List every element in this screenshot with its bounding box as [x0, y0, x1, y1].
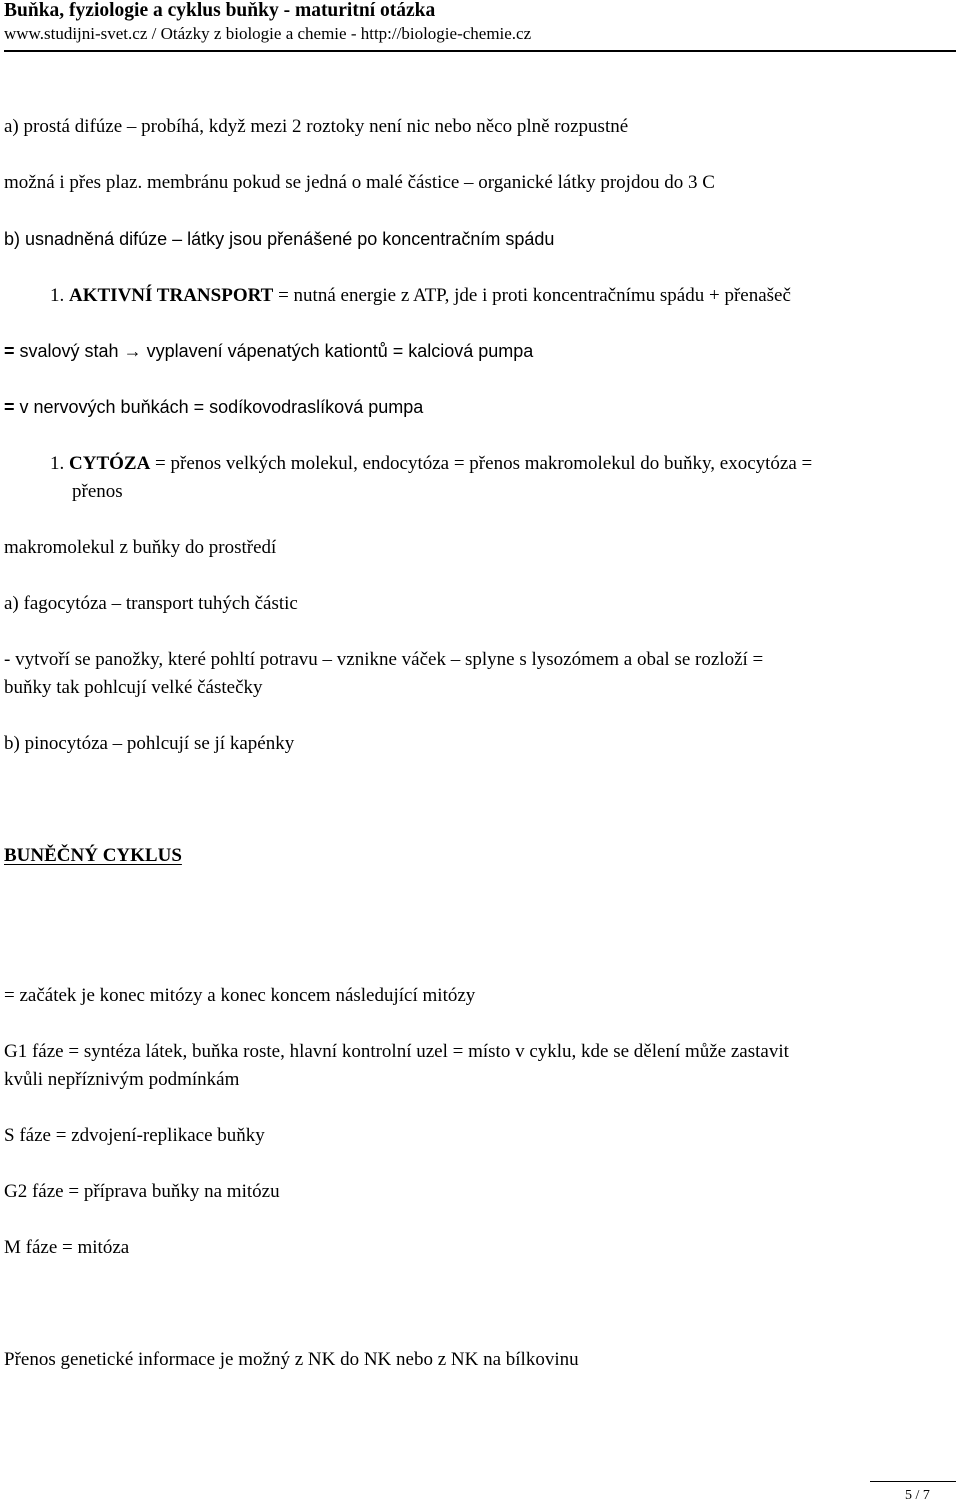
list-number: 1. — [50, 453, 69, 474]
text-line: přenos — [72, 481, 123, 502]
section-heading: BUNĚČNÝ CYKLUS — [4, 845, 182, 866]
text-line: = začátek je konec mitózy a konec koncem následující mitózy — [4, 985, 476, 1006]
list-item-active-transport — [50, 285, 791, 307]
source-url: www.studijni-svet.cz / Otázky z biologie a chemie - http://biologie-chemie.cz — [4, 24, 532, 43]
text-line: - vytvoří se panožky, které pohltí potravu – vznikne váček – splyne s lysozómem a obal se rozloží = — [4, 649, 764, 670]
text-line: M fáze = mitóza — [4, 1237, 130, 1258]
text-line: a) prostá difúze – probíhá, když mezi 2 roztoky není nic nebo něco plně rozpustné — [4, 116, 629, 137]
footer-divider — [870, 1481, 956, 1482]
list-item-cytosis — [50, 453, 812, 475]
header-divider — [4, 50, 956, 52]
text-line: Přenos genetické informace je možný z NK do NK nebo z NK na bílkovinu — [4, 1349, 579, 1370]
text-line: G1 fáze = syntéza látek, buňka roste, hlavní kontrolní uzel = místo v cyklu, kde se dělení může zastavit — [4, 1041, 789, 1062]
text-line: b) pinocytóza – pohlcují se jí kapénky — [4, 733, 295, 754]
text-line: možná i přes plaz. membránu pokud se jedná o malé částice – organické látky projdou do 3 C — [4, 172, 715, 193]
term-definition: = přenos velkých molekul, endocytóza = přenos makromolekul do buňky, exocytóza = — [150, 453, 813, 474]
arrow-right-icon: → — [123, 341, 142, 361]
text-line — [4, 341, 533, 362]
page-number: 5 / 7 — [905, 1488, 930, 1503]
equals-sign: = — [4, 397, 20, 417]
document-title: Buňka, fyziologie a cyklus buňky - maturitní otázka — [4, 0, 436, 21]
text-line: a) fagocytóza – transport tuhých částic — [4, 593, 298, 614]
equals-sign: = — [4, 341, 20, 361]
text-span: svalový stah — [19, 341, 124, 361]
text-line: G2 fáze = příprava buňky na mitózu — [4, 1181, 280, 1202]
text-line: buňky tak pohlcují velké částečky — [4, 677, 263, 698]
text-line: makromolekul z buňky do prostředí — [4, 537, 277, 558]
term-definition: = nutná energie z ATP, jde i proti koncentračnímu spádu + přenašeč — [273, 285, 791, 306]
text-line: S fáze = zdvojení-replikace buňky — [4, 1125, 265, 1146]
text-line: b) usnadněná difúze – látky jsou přenášené po koncentračním spádu — [4, 229, 555, 249]
term-bold: CYTÓZA — [69, 453, 151, 474]
text-line — [4, 397, 423, 418]
text-line: kvůli nepříznivým podmínkám — [4, 1069, 240, 1090]
list-number: 1. — [50, 285, 69, 306]
text-span: v nervových buňkách = sodíkovodraslíková pumpa — [19, 397, 424, 417]
term-bold: AKTIVNÍ TRANSPORT — [69, 285, 274, 306]
text-span: vyplavení vápenatých kationtů = kalciová pumpa — [141, 341, 534, 361]
